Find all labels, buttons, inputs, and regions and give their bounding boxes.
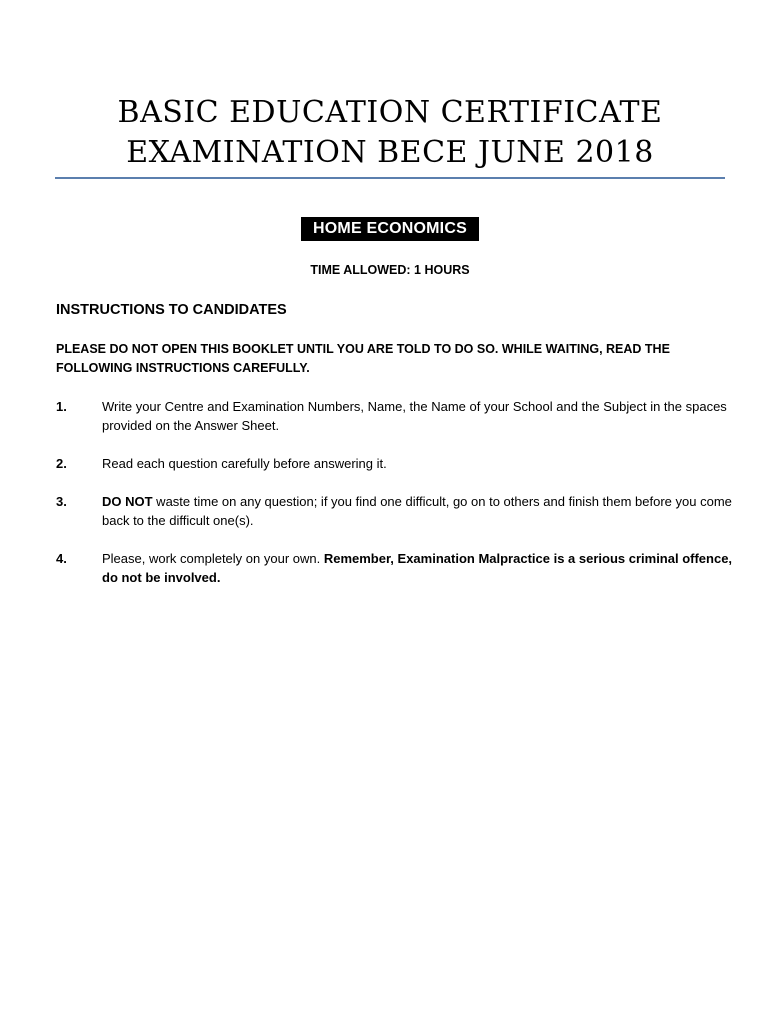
time-allowed: TIME ALLOWED: 1 HOURS [310,263,470,277]
item-text [102,492,736,530]
list-item [56,454,736,473]
instructions-warning: PLEASE DO NOT OPEN THIS BOOKLET UNTIL YOU ARE TOLD TO DO SO. WHILE WAITING, READ THE FOLLOWING INSTRUCTIONS CAREFULLY. [56,342,670,375]
title-divider [55,177,725,179]
item-text-rest: waste time on any question; if you find one difficult, go on to others and finish them before you come back to the difficult one(s). [102,494,732,528]
exam-title-line-2: EXAMINATION BECE JUNE 2018 [126,135,654,170]
list-item [56,397,736,435]
item-bold-tail: Remember, Examination Malpractice is a serious criminal offence, do not be involved. [102,551,733,585]
item-number: 1. [56,399,67,414]
list-item [56,549,736,587]
item-text-lead: Please, work completely on your own. [102,551,324,566]
list-item [56,492,736,530]
instructions-heading: INSTRUCTIONS TO CANDIDATES [56,302,287,318]
subject-label: HOME ECONOMICS [301,217,479,241]
instructions-list [56,397,736,606]
exam-title-line-1: BASIC EDUCATION CERTIFICATE [117,95,663,130]
exam-title [40,93,740,173]
item-bold-lead: DO NOT [102,494,153,509]
item-text: Write your Centre and Examination Numbers, Name, the Name of your School and the Subject in the spaces provided on the Answer Sheet. [102,399,727,433]
item-text: Read each question carefully before answering it. [102,456,387,471]
subject-banner [0,217,768,241]
item-number: 3. [56,494,67,509]
item-text [102,549,736,587]
item-number: 4. [56,551,67,566]
item-number: 2. [56,456,67,471]
